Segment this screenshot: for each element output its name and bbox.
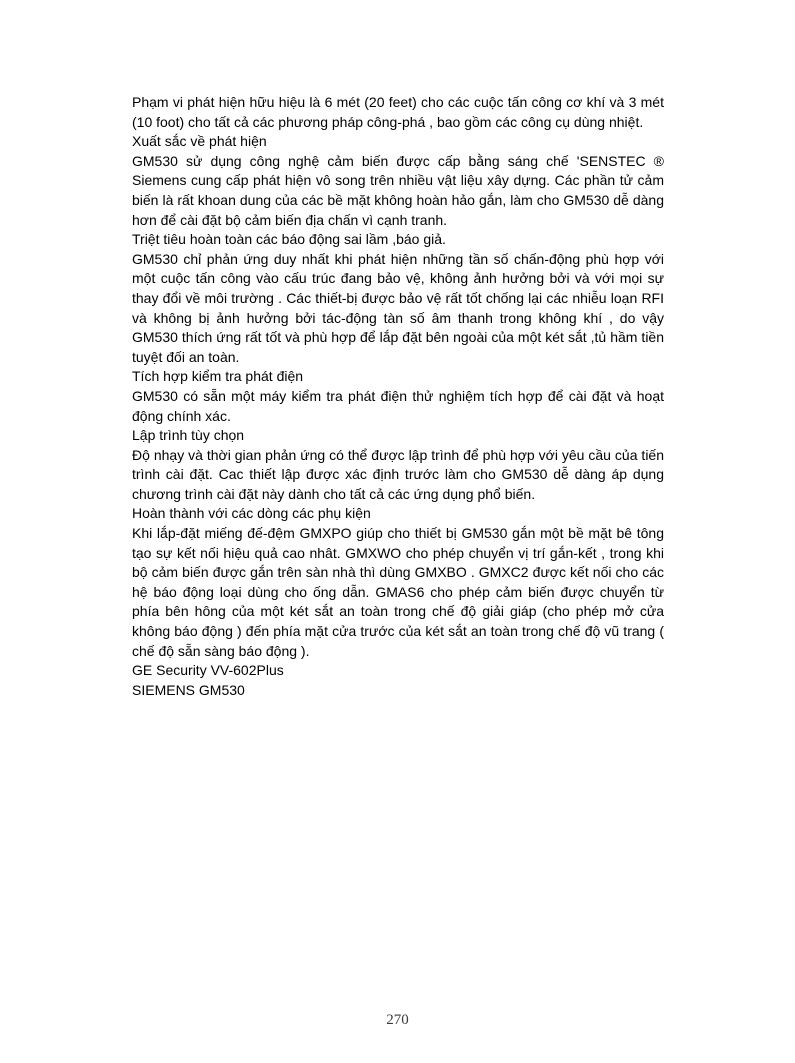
paragraph: Độ nhạy và thời gian phản ứng có thể được lập trình để phù hợp với yêu cầu của tiến trình cài đặt. Cac thiết lập được xác định trước làm cho GM530 dễ dàng áp dụng chương trình cài đặt này dành cho tất cả các ứng dụng phổ biến. (132, 446, 664, 502)
heading-line: Lập trình tùy chọn (132, 427, 245, 444)
heading-line: Hoàn thành với các dòng các phụ kiện (132, 505, 371, 522)
text-line: SIEMENS GM530 (132, 681, 245, 698)
heading-line: Tích hợp kiểm tra phát điện (132, 368, 304, 385)
paragraph: GM530 có sẵn một máy kiểm tra phát điện thử nghiệm tích hợp để cài đặt và hoạt động chính xác. (132, 387, 664, 424)
heading-line: Xuất sắc về phát hiện (132, 133, 267, 150)
paragraph: Phạm vi phát hiện hữu hiệu là 6 mét (20 feet) cho các cuộc tấn công cơ khí và 3 mét (10 foot) cho tất cả các phương pháp công-phá , bao gồm các công cụ dùng nhiệt. (132, 94, 664, 130)
text-body (132, 93, 664, 700)
paragraph: Khi lắp-đặt miếng đế-đệm GMXPO giúp cho thiết bị GM530 gắn một bề mặt bê tông tạo sự kết nối hiệu quả cao nhât. GMXWO cho phép chuyển vị trí gắn-kết , trong khi bộ cảm biến được gắn trên sàn nhà thì dùng GMXBO . GMXC2 được kết nối cho các hệ báo động loại dùng cho ống dẫn. GMAS6 cho phép cảm biến được chuyển từ phía bên hông của một két sắt an toàn trong chế độ giải giáp (cho phép mở cửa không báo động ) đến phía mặt cửa trước của két sắt an toàn trong chế độ vũ trang ( chế độ sẵn sàng báo động ). (132, 525, 664, 659)
paragraph: GM530 chỉ phản ứng duy nhất khi phát hiện những tần số chấn-động phù hợp với một cuộc tấn công vào cấu trúc đang bảo vệ, không ảnh hưởng bởi và với mọi sự thay đổi về môi trường . Các thiết-bị được bảo vệ rất tốt chống lại các nhiễu loạn RFI và không bị ảnh hưởng bởi tác-động tàn số âm thanh trong không khí , do vậy GM530 thích ứng rất tốt và phù hợp để lắp đặt bên ngoài của một két sắt ,tủ hầm tiền tuyệt đối an toàn. (132, 250, 664, 365)
paragraph: GM530 sử dụng công nghệ cảm biến được cấp bằng sáng chế 'SENSTEC ® Siemens cung cấp phát hiện vô song trên nhiều vật liệu xây dựng. Các phần tử cảm biến là rất khoan dung của các bề mặt không hoàn hảo gắn, làm cho GM530 dễ dàng hơn để cài đặt bộ cảm biến địa chấn vì cạnh tranh. (132, 152, 664, 228)
page-number: 270 (386, 1012, 409, 1028)
text-line: GE Security VV-602Plus (132, 662, 284, 679)
heading-line: Triệt tiêu hoàn toàn các báo động sai lầm ,báo giả. (132, 231, 446, 248)
